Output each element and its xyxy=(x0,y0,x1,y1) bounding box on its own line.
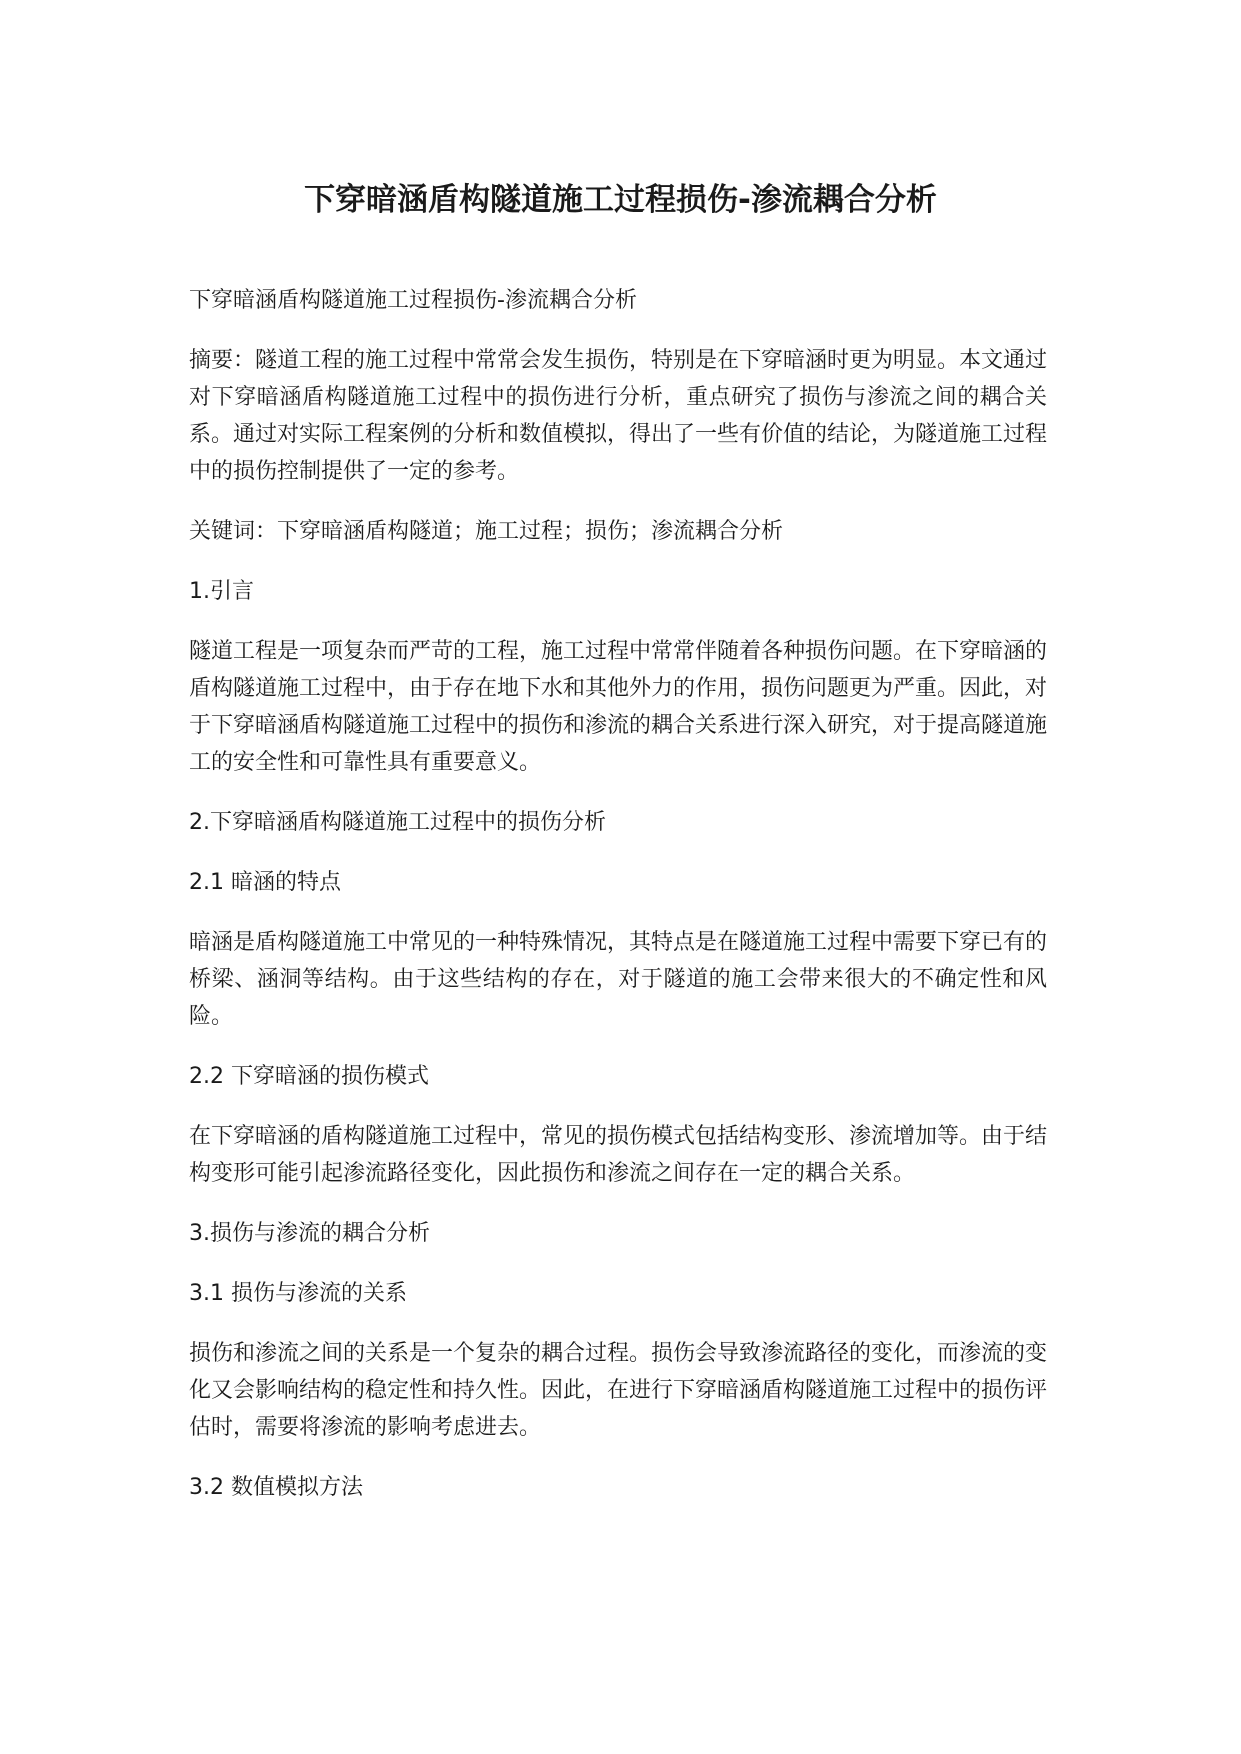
culvert-features-paragraph: 暗涵是盾构隧道施工中常见的一种特殊情况，其特点是在隧道施工过程中需要下穿已有的桥梁、涵洞等结构。由于这些结构的存在，对于隧道的施工会带来很大的不确定性和风险。 xyxy=(189,930,1048,1029)
introduction-paragraph: 隧道工程是一项复杂而严苛的工程，施工过程中常常伴随着各种损伤问题。在下穿暗涵的盾构隧道施工过程中，由于存在地下水和其他外力的作用，损伤问题更为严重。因此，对于下穿暗涵盾构隧道施工过程中的损伤和渗流的耦合关系进行深入研究，对于提高隧道施工的安全性和可靠性具有重要意义。 xyxy=(189,639,1048,775)
document-title: 下穿暗涵盾构隧道施工过程损伤-渗流耦合分析 xyxy=(304,182,937,218)
damage-modes-paragraph: 在下穿暗涵的盾构隧道施工过程中，常见的损伤模式包括结构变形、渗流增加等。由于结构变形可能引起渗流路径变化，因此损伤和渗流之间存在一定的耦合关系。 xyxy=(189,1124,1048,1186)
abstract-paragraph: 摘要：隧道工程的施工过程中常常会发生损伤，特别是在下穿暗涵时更为明显。本文通过对下穿暗涵盾构隧道施工过程中的损伤进行分析，重点研究了损伤与渗流之间的耦合关系。通过对实际工程案例的分析和数值模拟，得出了一些有价值的结论，为隧道施工过程中的损伤控制提供了一定的参考。 xyxy=(189,348,1048,484)
section-heading-coupling-analysis: 3.损伤与渗流的耦合分析 xyxy=(189,1221,430,1246)
keywords-line: 关键词：下穿暗涵盾构隧道；施工过程；损伤；渗流耦合分析 xyxy=(189,519,784,544)
document-subtitle: 下穿暗涵盾构隧道施工过程损伤-渗流耦合分析 xyxy=(189,288,637,313)
subsection-heading-numerical-simulation: 3.2 数值模拟方法 xyxy=(189,1475,363,1500)
subsection-heading-damage-seepage-relation: 3.1 损伤与渗流的关系 xyxy=(189,1281,407,1306)
subsection-heading-culvert-features: 2.1 暗涵的特点 xyxy=(189,870,341,895)
section-heading-introduction: 1.引言 xyxy=(189,579,254,604)
section-heading-damage-analysis: 2.下穿暗涵盾构隧道施工过程中的损伤分析 xyxy=(189,810,606,835)
subsection-heading-damage-modes: 2.2 下穿暗涵的损伤模式 xyxy=(189,1064,429,1089)
document-body xyxy=(189,282,1047,1529)
damage-seepage-relation-paragraph: 损伤和渗流之间的关系是一个复杂的耦合过程。损伤会导致渗流路径的变化，而渗流的变化又会影响结构的稳定性和持久性。因此，在进行下穿暗涵盾构隧道施工过程中的损伤评估时，需要将渗流的影响考虑进去。 xyxy=(189,1341,1048,1440)
